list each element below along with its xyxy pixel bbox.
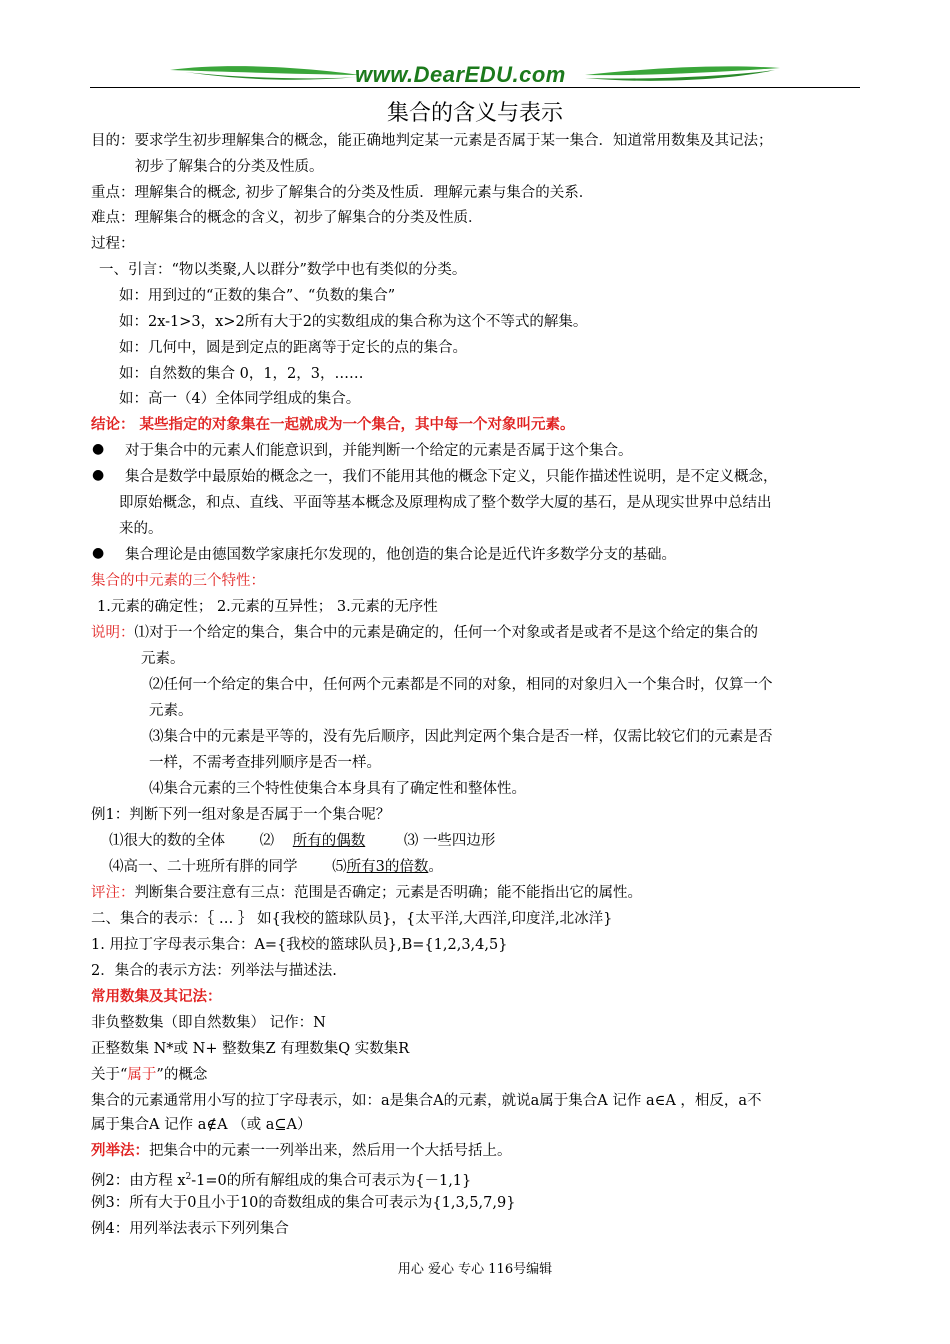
- example-item: 。: [428, 859, 443, 875]
- text-line: 非负整数集（即自然数集） 记作：N: [91, 1015, 326, 1031]
- text-line: 来的。: [119, 521, 163, 537]
- example-item: ⑶ 一些四边形: [403, 833, 496, 849]
- text-line: 二、集合的表示：｛ … ｝ 如{我校的篮球队员}，{太平洋,大西洋,印度洋,北冰洋}: [91, 911, 613, 927]
- logo-text: www.DearEDU.com: [355, 62, 566, 87]
- text-line: 如：自然数的集合 0，1，2，3，……: [119, 366, 364, 382]
- text-part: 属于: [127, 1067, 157, 1083]
- text-line: [91, 1167, 471, 1191]
- text-line: 目的：要求学生初步理解集合的概念，能正确地判定某一元素是否属于某一集合．知道常用数集及其记法；: [91, 133, 773, 149]
- superscript: 2: [185, 1172, 192, 1182]
- example-item: ⑴很大的数的全体: [109, 833, 225, 849]
- text-line: 初步了解集合的分类及性质。: [135, 159, 324, 175]
- example-item: ⑷高一、二十班所有胖的同学: [109, 859, 298, 875]
- section-heading: 常用数集及其记法：: [91, 988, 222, 1005]
- example-item: ⑵: [259, 833, 275, 849]
- text-line: 过程：: [91, 236, 135, 252]
- text-line: 如：几何中，圆是到定点的距离等于定长的点的集合。: [119, 340, 467, 356]
- text-line: 一、引言：“物以类聚,人以群分”数学中也有类似的分类。: [99, 262, 467, 278]
- example-item: 所有3的倍数: [346, 859, 429, 875]
- text-line: 一样，不需考查排列顺序是否一样。: [149, 755, 381, 771]
- text-line: 1.元素的确定性； 2.元素的互异性； 3.元素的无序性: [97, 599, 438, 615]
- conclusion-line: 结论： 某些指定的对象集在一起就成为一个集合，其中每一个对象叫元素。: [91, 416, 575, 433]
- page-title: 集合的含义与表示: [386, 101, 563, 126]
- text-line: 2．集合的表示方法：列举法与描述法.: [91, 963, 337, 979]
- bullet-icon: ●: [92, 467, 105, 483]
- text-line: [109, 831, 495, 851]
- text-line: 例3：所有大于0且小于10的奇数组成的集合可表示为{1,3,5,7,9}: [91, 1195, 516, 1211]
- text-line: ⑷集合元素的三个特性使集合本身具有了确定性和整体性。: [149, 781, 526, 797]
- text-line: 属于集合A 记作 a∉A （或 a⊆A）: [91, 1117, 312, 1133]
- text-line: 难点：理解集合的概念的含义，初步了解集合的分类及性质．: [91, 210, 483, 226]
- text-line: 正整数集 N*或 N+ 整数集Z 有理数集Q 实数集R: [91, 1041, 410, 1057]
- header-rule: [90, 87, 860, 88]
- text-line: 如：2x-1>3，x>2所有大于2的实数组成的集合称为这个不等式的解集。: [119, 314, 588, 330]
- note-label: 说明：: [91, 625, 135, 641]
- text-part: ”的概念: [156, 1067, 208, 1083]
- bullet-icon: ●: [92, 441, 105, 457]
- comment-text: 判断集合要注意有三点：范围是否确定；元素是否明确；能不能指出它的属性。: [134, 885, 642, 901]
- text-line: [91, 1141, 512, 1161]
- text-line: [91, 883, 642, 903]
- text-line: ⑶集合中的元素是平等的，没有先后顺序，因此判定两个集合是否一样，仅需比较它们的元素是否: [149, 729, 773, 745]
- list-method-text: 把集合中的元素一一列举出来，然后用一个大括号括上。: [149, 1143, 512, 1159]
- text-line: 集合的元素通常用小写的拉丁字母表示，如：a是集合A的元素，就说a属于集合A 记作 a∈A ，相反，a不: [91, 1093, 762, 1109]
- text-line: [109, 857, 443, 877]
- text-line: 集合理论是由德国数学家康托尔发现的，他创造的集合论是近代许多数学分支的基础。: [125, 547, 676, 563]
- section-heading: 集合的中元素的三个特性：: [91, 573, 265, 589]
- text-line: 例1：判断下列一组对象是否属于一个集合呢？: [91, 807, 391, 823]
- text-line: 元素。: [149, 703, 193, 719]
- text-line: 对于集合中的元素人们能意识到，并能判断一个给定的元素是否属于这个集合。: [125, 443, 633, 459]
- text-part: 例2：由方程 x: [91, 1172, 186, 1189]
- text-line: 元素。: [141, 651, 185, 667]
- note-text: ⑴对于一个给定的集合，集合中的元素是确定的，任何一个对象或者是或者不是这个给定的集合的: [134, 625, 758, 641]
- text-line: 例4：用列举法表示下列列集合: [91, 1221, 289, 1237]
- text-line: 如：高一（4）全体同学组成的集合。: [119, 391, 361, 407]
- text-part: 关于“: [91, 1067, 128, 1083]
- text-line: 重点：理解集合的概念, 初步了解集合的分类及性质．理解元素与集合的关系．: [91, 185, 594, 201]
- bullet-icon: ●: [92, 545, 105, 561]
- text-line: 如：用到过的“正数的集合”、“负数的集合”: [119, 288, 396, 304]
- text-line: 集合是数学中最原始的概念之一，我们不能用其他的概念下定义，只能作描述性说明，是不定义概念，: [125, 469, 778, 485]
- comment-label: 评注：: [91, 885, 135, 901]
- text-line: 即原始概念，和点、直线、平面等基本概念及原理构成了整个数学大厦的基石，是从现实世界中总结出: [119, 495, 772, 511]
- text-line: ⑵任何一个给定的集合中，任何两个元素都是不同的对象，相同的对象归入一个集合时，仅算一个: [149, 677, 773, 693]
- list-method-label: 列举法：: [91, 1142, 149, 1159]
- text-line: [91, 1065, 207, 1085]
- text-part: -1=0的所有解组成的集合可表示为{－1,1}: [191, 1172, 472, 1189]
- example-item: 所有的偶数: [292, 833, 366, 849]
- text-line: [91, 623, 758, 643]
- text-line: 1. 用拉丁字母表示集合：A={我校的篮球队员},B={1,2,3,4,5}: [91, 937, 508, 953]
- page-footer: 用心 爱心 专心 116号编辑: [397, 1262, 553, 1277]
- example-item: ⑸: [332, 859, 347, 875]
